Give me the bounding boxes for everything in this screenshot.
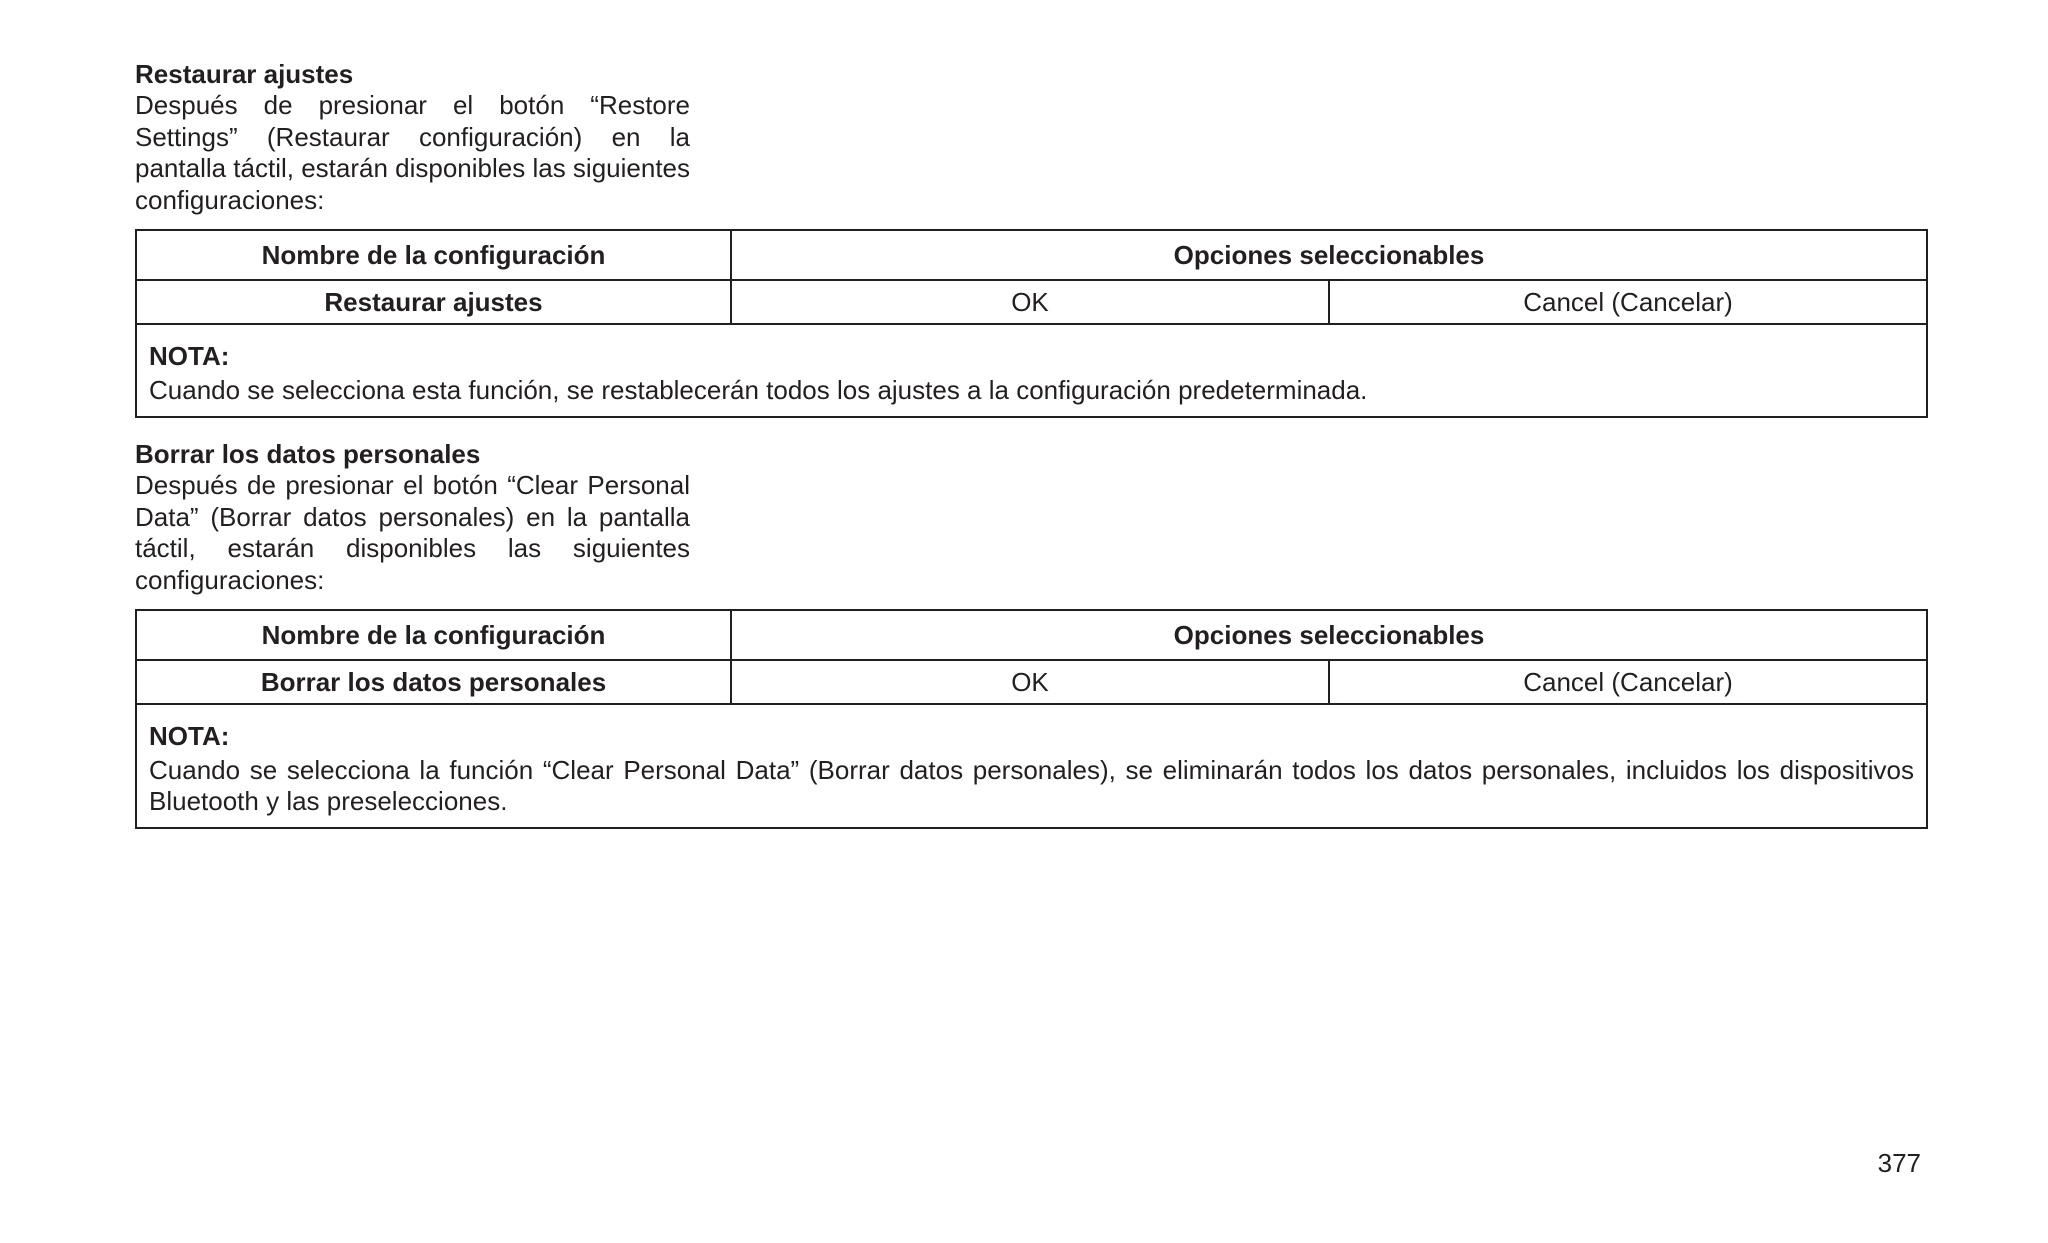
note-text: Cuando se selecciona esta función, se restablecerán todos los ajustes a la configuración predeterminada. [149,375,1368,405]
section-body: Después de presionar el botón “Clear Personal Data” (Borrar datos personales) en la pantalla táctil, estarán disponibles las siguientes configuraciones: [135,470,690,595]
note-cell [136,324,1927,417]
section-title: Restaurar ajustes [135,59,354,89]
header-selectable-options: Opciones seleccionables [731,610,1927,660]
section-restaurar-ajustes [135,58,690,216]
table-row [136,280,1927,324]
note-label: NOTA: [149,341,230,371]
header-setting-name: Nombre de la configuración [136,230,731,280]
note-text: Cuando se selecciona la función “Clear Personal Data” (Borrar datos personales), se eliminarán todos los datos personales, incluidos los dispositivos Bluetooth y las preselecciones. [149,755,1915,816]
option-ok: OK [731,280,1329,324]
setting-name-cell: Restaurar ajustes [136,280,731,324]
table-header-row [136,610,1927,660]
header-selectable-options: Opciones seleccionables [731,230,1927,280]
table-row [136,660,1927,704]
note-row [136,704,1927,828]
option-cancel: Cancel (Cancelar) [1329,280,1927,324]
note-cell [136,704,1927,828]
settings-table-borrar [135,609,1928,829]
section-borrar-datos [135,438,690,596]
section-body: Después de presionar el botón “Restore Settings” (Restaurar configuración) en la pantalla táctil, estarán disponibles las siguientes configuraciones: [135,90,691,215]
header-setting-name: Nombre de la configuración [136,610,731,660]
option-cancel: Cancel (Cancelar) [1329,660,1927,704]
table-header-row [136,230,1927,280]
note-label: NOTA: [149,721,230,751]
option-ok: OK [731,660,1329,704]
section-title: Borrar los datos personales [135,439,481,469]
page-number: 377 [1877,1148,1921,1178]
setting-name-cell: Borrar los datos personales [136,660,731,704]
settings-table-restaurar [135,229,1928,418]
note-row [136,324,1927,417]
